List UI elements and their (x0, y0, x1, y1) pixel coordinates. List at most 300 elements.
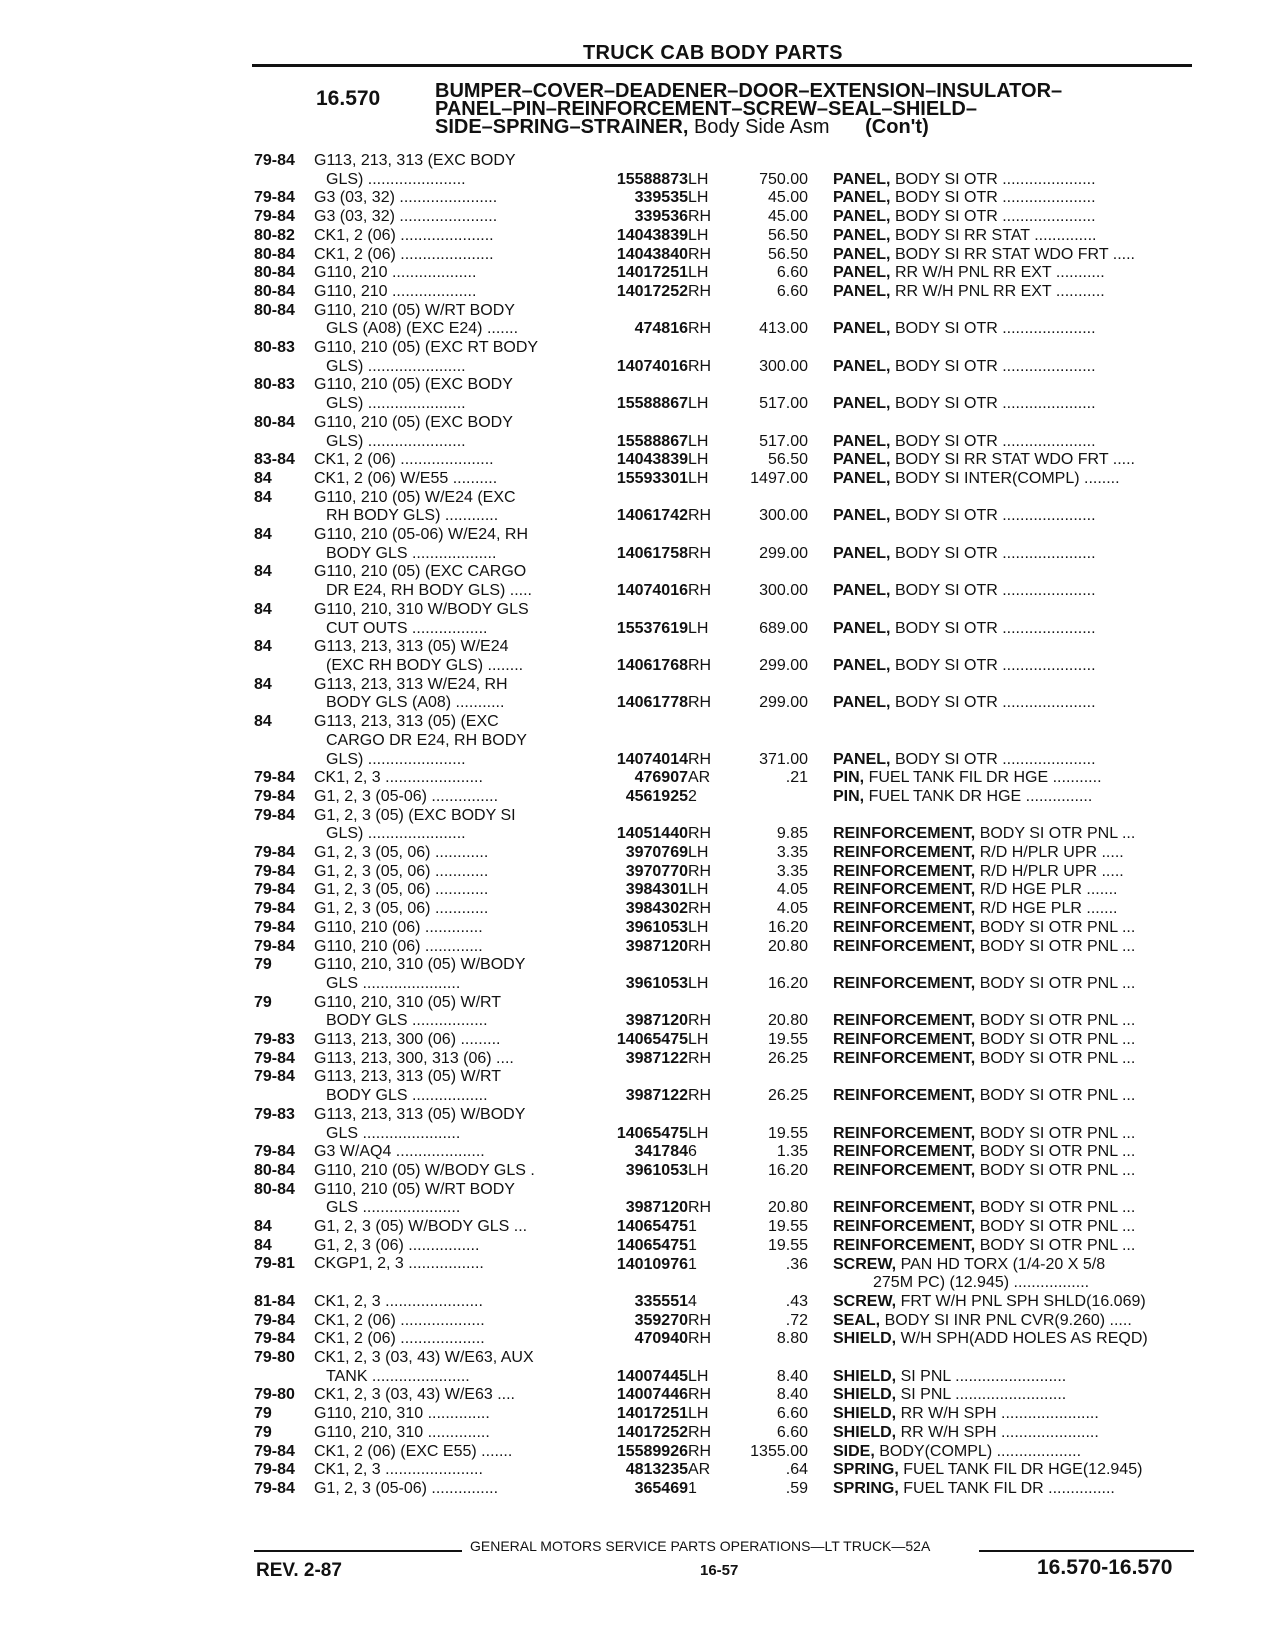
description-text: SI PNL ......................... (900, 1386, 1067, 1404)
quantity-side: 1 (688, 1236, 697, 1254)
quantity-side: 4 (688, 1292, 697, 1310)
quantity-side: LH (688, 918, 709, 936)
model-year: 79-83 (254, 1031, 295, 1049)
price: .21 (785, 769, 808, 787)
application-line: G113, 213, 313 (05) W/RT (314, 1068, 502, 1086)
section-title-normal: Body Side Asm (693, 116, 830, 138)
description-text: BODY SI OTR ..................... (894, 619, 1096, 637)
part-number: 359270 (634, 1311, 688, 1329)
model-year: 79-84 (254, 769, 295, 787)
description (833, 208, 1213, 227)
description-noun: PANEL, (833, 694, 891, 712)
table-row (254, 769, 1214, 788)
page-title: TRUCK CAB BODY PARTS (583, 42, 843, 64)
description-noun: PIN, (833, 769, 865, 787)
table-row (254, 1461, 1214, 1480)
description (833, 620, 1213, 639)
application-line: GLS) ...................... (326, 395, 466, 413)
description-text: BODY SI OTR ..................... (894, 694, 1096, 712)
model-year: 80-84 (254, 1161, 295, 1179)
quantity-side: LH (688, 170, 709, 188)
description-noun: REINFORCEMENT, (833, 1199, 976, 1217)
description (833, 938, 1213, 957)
table-row (254, 1106, 1214, 1143)
part-number: 15588867 (616, 432, 688, 450)
description-text: BODY SI OTR PNL ... (979, 974, 1136, 992)
price: 1497.00 (750, 469, 808, 487)
quantity-side: RH (688, 1442, 712, 1460)
part-number: 14074016 (616, 582, 688, 600)
application-line: BODY GLS ................... (326, 544, 497, 562)
price: 20.80 (767, 937, 808, 955)
model-year: 84 (254, 526, 272, 544)
description-noun: PANEL, (833, 469, 891, 487)
table-row (254, 1312, 1214, 1331)
application-line: G110, 210 (05) (EXC BODY (314, 376, 513, 394)
model-year: 80-83 (254, 376, 295, 394)
description (833, 171, 1213, 190)
price: .59 (785, 1479, 808, 1497)
description-text: BODY SI OTR PNL ... (979, 1049, 1136, 1067)
application-line: CUT OUTS ................. (326, 619, 488, 637)
price: 9.85 (776, 825, 808, 843)
table-row (254, 470, 1214, 489)
model-year: 81-84 (254, 1292, 295, 1310)
description (833, 863, 1213, 882)
application-line: G110, 210 (05-06) W/E24, RH (314, 526, 529, 544)
table-row (254, 1480, 1214, 1499)
description (833, 545, 1213, 564)
description-text: BODY SI OTR PNL ... (979, 1161, 1136, 1179)
price: 3.35 (776, 844, 808, 862)
description-noun: REINFORCEMENT, (833, 937, 976, 955)
model-year: 79-83 (254, 1105, 295, 1123)
price: 300.00 (759, 507, 808, 525)
description-text: BODY SI OTR ..................... (894, 395, 1096, 413)
table-row (254, 1424, 1214, 1443)
description (833, 264, 1213, 283)
application-line: G110, 210 (05) (EXC CARGO (314, 563, 527, 581)
application-line: CK1, 2, 3 (03, 43) W/E63 .... (314, 1386, 515, 1404)
quantity-side: LH (688, 1367, 709, 1385)
application-line: G110, 210, 310 (05) W/RT (314, 993, 502, 1011)
model-year: 84 (254, 1218, 272, 1236)
model-year: 79-84 (254, 1068, 295, 1086)
parts-table (254, 152, 1214, 1499)
application-line: G113, 213, 300, 313 (06) .... (314, 1049, 514, 1067)
description-text: R/D H/PLR UPR ..... (979, 844, 1124, 862)
price: 413.00 (759, 320, 808, 338)
price: 299.00 (759, 694, 808, 712)
footer-page-number: 16-57 (700, 1562, 739, 1579)
quantity-side: LH (688, 189, 709, 207)
quantity-side: RH (688, 1311, 712, 1329)
description-text: BODY SI OTR ..................... (894, 750, 1096, 768)
description-noun: SHIELD, (833, 1330, 897, 1348)
price: 26.25 (767, 1087, 808, 1105)
price: 45.00 (767, 189, 808, 207)
part-number: 14043839 (616, 226, 688, 244)
header-rule (252, 64, 1192, 67)
application-line: G113, 213, 313 (05) W/E24 (314, 638, 509, 656)
price: 3.35 (776, 862, 808, 880)
quantity-side: LH (688, 1124, 709, 1142)
application-line: BODY GLS ................. (326, 1012, 488, 1030)
description-text: BODY SI OTR ..................... (894, 357, 1096, 375)
part-number: 3984301 (625, 881, 688, 899)
application-line: CK1, 2 (06) W/E55 .......... (314, 469, 498, 487)
description-noun: SCREW, (833, 1255, 897, 1273)
description (833, 1143, 1213, 1162)
table-row (254, 713, 1214, 769)
price: 16.20 (767, 918, 808, 936)
application-line: (EXC RH BODY GLS) ........ (326, 656, 524, 674)
part-number: 3984302 (625, 900, 688, 918)
table-row (254, 1068, 1214, 1105)
description-text: FUEL TANK FIL DR ............... (903, 1479, 1115, 1497)
description-noun: PANEL, (833, 357, 891, 375)
price: 1355.00 (750, 1442, 808, 1460)
model-year: 79-84 (254, 806, 295, 824)
quantity-side: LH (688, 432, 709, 450)
model-year: 80-83 (254, 339, 295, 357)
description (833, 358, 1213, 377)
model-year: 79-84 (254, 208, 295, 226)
description-text: FUEL TANK FIL DR HGE(12.945) (903, 1461, 1143, 1479)
description-noun: SPRING, (833, 1479, 899, 1497)
model-year: 84 (254, 488, 272, 506)
application-line: G110, 210, 310 .............. (314, 1423, 490, 1441)
part-number: 15593301 (616, 469, 688, 487)
description-text: BODY SI OTR ..................... (894, 170, 1096, 188)
model-year: 79-84 (254, 844, 295, 862)
quantity-side: LH (688, 469, 709, 487)
price: 19.55 (767, 1236, 808, 1254)
table-row (254, 863, 1214, 882)
model-year: 80-84 (254, 413, 295, 431)
application-line: CK1, 2 (06) ................... (314, 1330, 485, 1348)
application-line: G110, 210 ................... (314, 282, 477, 300)
quantity-side: RH (688, 357, 712, 375)
price: 16.20 (767, 974, 808, 992)
quantity-side: LH (688, 1405, 709, 1423)
description-noun: PANEL, (833, 451, 891, 469)
application-line: CK1, 2 (06) (EXC E55) ....... (314, 1442, 513, 1460)
description-noun: PANEL, (833, 582, 891, 600)
table-row (254, 1162, 1214, 1181)
price: .64 (785, 1461, 808, 1479)
price: 4.05 (776, 900, 808, 918)
model-year: 79 (254, 956, 272, 974)
model-year: 80-82 (254, 226, 295, 244)
application-line: G1, 2, 3 (05) (EXC BODY SI (314, 806, 516, 824)
description (833, 433, 1213, 452)
part-number: 4813235 (625, 1461, 688, 1479)
application-line: GLS) ...................... (326, 357, 466, 375)
description (833, 1405, 1213, 1424)
section-title-line-1: BUMPER–COVER–DEADENER–DOOR–EXTENSION–INSULATOR– (435, 80, 1063, 102)
part-number: 339536 (634, 208, 688, 226)
description-text: FRT W/H PNL SPH SHLD(16.069) (900, 1292, 1146, 1310)
application-line: G3 (03, 32) ...................... (314, 189, 498, 207)
quantity-side: RH (688, 1199, 712, 1217)
description (833, 1050, 1213, 1069)
model-year: 79-84 (254, 152, 295, 169)
price: 8.40 (776, 1367, 808, 1385)
section-continued: (Con't) (865, 116, 929, 138)
quantity-side: RH (688, 282, 712, 300)
table-row (254, 152, 1214, 189)
description-noun: REINFORCEMENT, (833, 1087, 976, 1105)
description (833, 1162, 1213, 1181)
part-number: 476907 (634, 769, 688, 787)
price: 56.50 (767, 451, 808, 469)
description-noun: PANEL, (833, 264, 891, 282)
model-year: 84 (254, 469, 272, 487)
price: 16.20 (767, 1161, 808, 1179)
description (833, 470, 1213, 489)
table-row (254, 264, 1214, 283)
part-number: 14074014 (616, 750, 688, 768)
application-line: G1, 2, 3 (05-06) ............... (314, 1479, 499, 1497)
table-row (254, 189, 1214, 208)
part-number: 339535 (634, 189, 688, 207)
description (833, 844, 1213, 863)
description-noun: PANEL, (833, 395, 891, 413)
application-line: GLS ...................... (326, 1199, 461, 1217)
quantity-side: RH (688, 825, 712, 843)
application-line: G113, 213, 313 (05) (EXC (314, 713, 499, 731)
price: 26.25 (767, 1049, 808, 1067)
application-line: BODY GLS (A08) ........... (326, 694, 505, 712)
part-number: 14017252 (616, 1423, 688, 1441)
table-row (254, 339, 1214, 376)
model-year: 84 (254, 638, 272, 656)
description (833, 451, 1213, 470)
description-noun: SHIELD, (833, 1405, 897, 1423)
description (833, 1330, 1213, 1349)
price: 56.50 (767, 226, 808, 244)
part-number: 14017252 (616, 282, 688, 300)
application-line: G113, 213, 313 W/E24, RH (314, 675, 508, 693)
table-row (254, 302, 1214, 339)
table-row (254, 1386, 1214, 1405)
part-number: 3970769 (625, 844, 688, 862)
table-row (254, 227, 1214, 246)
application-line: CK1, 2 (06) ..................... (314, 226, 494, 244)
price: 8.40 (776, 1386, 808, 1404)
description (833, 1461, 1213, 1480)
description-text: BODY SI OTR PNL ... (979, 825, 1136, 843)
description (833, 1312, 1213, 1331)
model-year: 84 (254, 675, 272, 693)
price: 517.00 (759, 395, 808, 413)
description-noun: PANEL, (833, 507, 891, 525)
model-year: 79-80 (254, 1349, 295, 1366)
quantity-side: RH (688, 656, 712, 674)
part-number: 14061768 (616, 656, 688, 674)
quantity-side: RH (688, 694, 712, 712)
application-line: CK1, 2, 3 ...................... (314, 1461, 483, 1479)
application-line: G1, 2, 3 (05, 06) ............ (314, 881, 489, 899)
description-text: FUEL TANK DR HGE ............... (868, 787, 1093, 805)
description (833, 1480, 1213, 1499)
quantity-side: LH (688, 974, 709, 992)
description-noun: PANEL, (833, 432, 891, 450)
table-row (254, 283, 1214, 302)
description-text: BODY SI OTR PNL ... (979, 1236, 1136, 1254)
application-line: G110, 210, 310 W/BODY GLS (314, 600, 529, 618)
application-line: G110, 210, 310 .............. (314, 1405, 490, 1423)
model-year: 84 (254, 713, 272, 731)
description (833, 1218, 1213, 1237)
quantity-side: RH (688, 208, 712, 226)
description (833, 657, 1213, 676)
spacer (314, 1274, 828, 1293)
part-number: 14010976 (616, 1255, 688, 1273)
price: 4.05 (776, 881, 808, 899)
description (833, 1368, 1213, 1387)
model-year: 84 (254, 1236, 272, 1254)
description-text: RR W/H SPH ...................... (900, 1423, 1099, 1441)
price: 20.80 (767, 1012, 808, 1030)
table-row (254, 563, 1214, 600)
price: .72 (785, 1311, 808, 1329)
application-line: GLS) ...................... (326, 170, 466, 188)
price: 19.55 (767, 1218, 808, 1236)
description (833, 189, 1213, 208)
application-line: CK1, 2, 3 ...................... (314, 1292, 483, 1310)
part-number: 3970770 (625, 862, 688, 880)
quantity-side: LH (688, 1031, 709, 1049)
description-text: BODY SI OTR ..................... (894, 582, 1096, 600)
application-line: G1, 2, 3 (05) W/BODY GLS ... (314, 1218, 528, 1236)
description (833, 1125, 1213, 1144)
description-noun: PANEL, (833, 189, 891, 207)
quantity-side: 6 (688, 1143, 697, 1161)
part-number: 3961053 (625, 1161, 688, 1179)
table-row (254, 788, 1214, 807)
description-text: FUEL TANK FIL DR HGE ........... (868, 769, 1102, 787)
description-noun: PANEL, (833, 170, 891, 188)
application-line: G110, 210 (05) (EXC RT BODY (314, 339, 539, 357)
application-line: G110, 210, 310 (05) W/BODY (314, 956, 526, 974)
application-line: CKGP1, 2, 3 ................. (314, 1255, 484, 1273)
description-noun: REINFORCEMENT, (833, 1143, 976, 1161)
table-row (254, 1237, 1214, 1256)
part-number: 14017251 (616, 1405, 688, 1423)
table-row (254, 1405, 1214, 1424)
footer-rule-left (254, 1550, 462, 1552)
table-row (254, 1443, 1214, 1462)
model-year: 84 (254, 563, 272, 581)
quantity-side: RH (688, 1012, 712, 1030)
description-noun: REINFORCEMENT, (833, 1218, 976, 1236)
model-year: 79-84 (254, 189, 295, 207)
description-noun: PANEL, (833, 619, 891, 637)
quantity-side: RH (688, 750, 712, 768)
quantity-side: LH (688, 881, 709, 899)
part-number: 14043839 (616, 451, 688, 469)
model-year: 79-84 (254, 900, 295, 918)
description-text: RR W/H PNL RR EXT ........... (894, 264, 1105, 282)
part-number: 3961053 (625, 918, 688, 936)
table-row (254, 1050, 1214, 1069)
description-text: BODY SI RR STAT WDO FRT ..... (894, 245, 1135, 263)
application-line: GLS ...................... (326, 1124, 461, 1142)
description (833, 788, 1213, 807)
description-text: BODY SI OTR PNL ... (979, 1199, 1136, 1217)
model-year: 79-84 (254, 1479, 295, 1497)
application-line: CK1, 2 (06) ................... (314, 1311, 485, 1329)
application-line: CARGO DR E24, RH BODY (326, 731, 527, 749)
part-number: 15588873 (616, 170, 688, 188)
price: 45.00 (767, 208, 808, 226)
model-year: 80-84 (254, 282, 295, 300)
table-row (254, 208, 1214, 227)
application-line: RH BODY GLS) ............ (326, 507, 499, 525)
table-row (254, 938, 1214, 957)
description-noun: REINFORCEMENT, (833, 881, 976, 899)
price: 299.00 (759, 656, 808, 674)
part-number: 14061778 (616, 694, 688, 712)
section-title-line-3 (435, 118, 1062, 136)
description-text: BODY SI OTR PNL ... (979, 937, 1136, 955)
table-row (254, 1143, 1214, 1162)
description-noun: REINFORCEMENT, (833, 1049, 976, 1067)
application-line: CK1, 2, 3 (03, 43) W/E63, AUX (314, 1349, 534, 1366)
description-text: R/D HGE PLR ....... (979, 900, 1118, 918)
description-text: PAN HD TORX (1/4-20 X 5/8 (900, 1255, 1106, 1273)
description-text: W/H SPH(ADD HOLES AS REQD) (900, 1330, 1148, 1348)
description-noun: SIDE, (833, 1442, 875, 1460)
part-number: 14043840 (616, 245, 688, 263)
description (833, 1443, 1213, 1462)
application-line: G110, 210 (05) W/E24 (EXC (314, 488, 516, 506)
description-noun: SCREW, (833, 1292, 897, 1310)
table-row (254, 526, 1214, 563)
description-noun: PANEL, (833, 320, 891, 338)
description-text: BODY SI OTR PNL ... (979, 1124, 1136, 1142)
model-year: 79-84 (254, 787, 295, 805)
model-year: 79-81 (254, 1255, 295, 1273)
part-number: 14065475 (616, 1124, 688, 1142)
part-number: 15537619 (616, 619, 688, 637)
part-number: 14051440 (616, 825, 688, 843)
model-year: 80-84 (254, 301, 295, 319)
description-text: RR W/H PNL RR EXT ........... (894, 282, 1105, 300)
section-title-line-2: PANEL–PIN–REINFORCEMENT–SCREW–SEAL–SHIELD– (435, 98, 977, 120)
application-line: G110, 210 (05) W/RT BODY (314, 1180, 515, 1198)
model-year: 79-84 (254, 1311, 295, 1329)
description-text: BODY SI INR PNL CVR(9.260) ..... (884, 1311, 1132, 1329)
description-noun: REINFORCEMENT, (833, 974, 976, 992)
price: 371.00 (759, 750, 808, 768)
description-noun: REINFORCEMENT, (833, 825, 976, 843)
description-noun: REINFORCEMENT, (833, 1012, 976, 1030)
table-row (254, 1293, 1214, 1312)
part-number: 470940 (634, 1330, 688, 1348)
model-year: 79-84 (254, 1461, 295, 1479)
price: 300.00 (759, 357, 808, 375)
price: 8.80 (776, 1330, 808, 1348)
part-number: 15588867 (616, 395, 688, 413)
quantity-side: LH (688, 619, 709, 637)
model-year: 79-84 (254, 918, 295, 936)
description-text: BODY(COMPL) ................... (879, 1442, 1082, 1460)
application-line: TANK ...................... (326, 1367, 470, 1385)
description-noun: REINFORCEMENT, (833, 844, 976, 862)
